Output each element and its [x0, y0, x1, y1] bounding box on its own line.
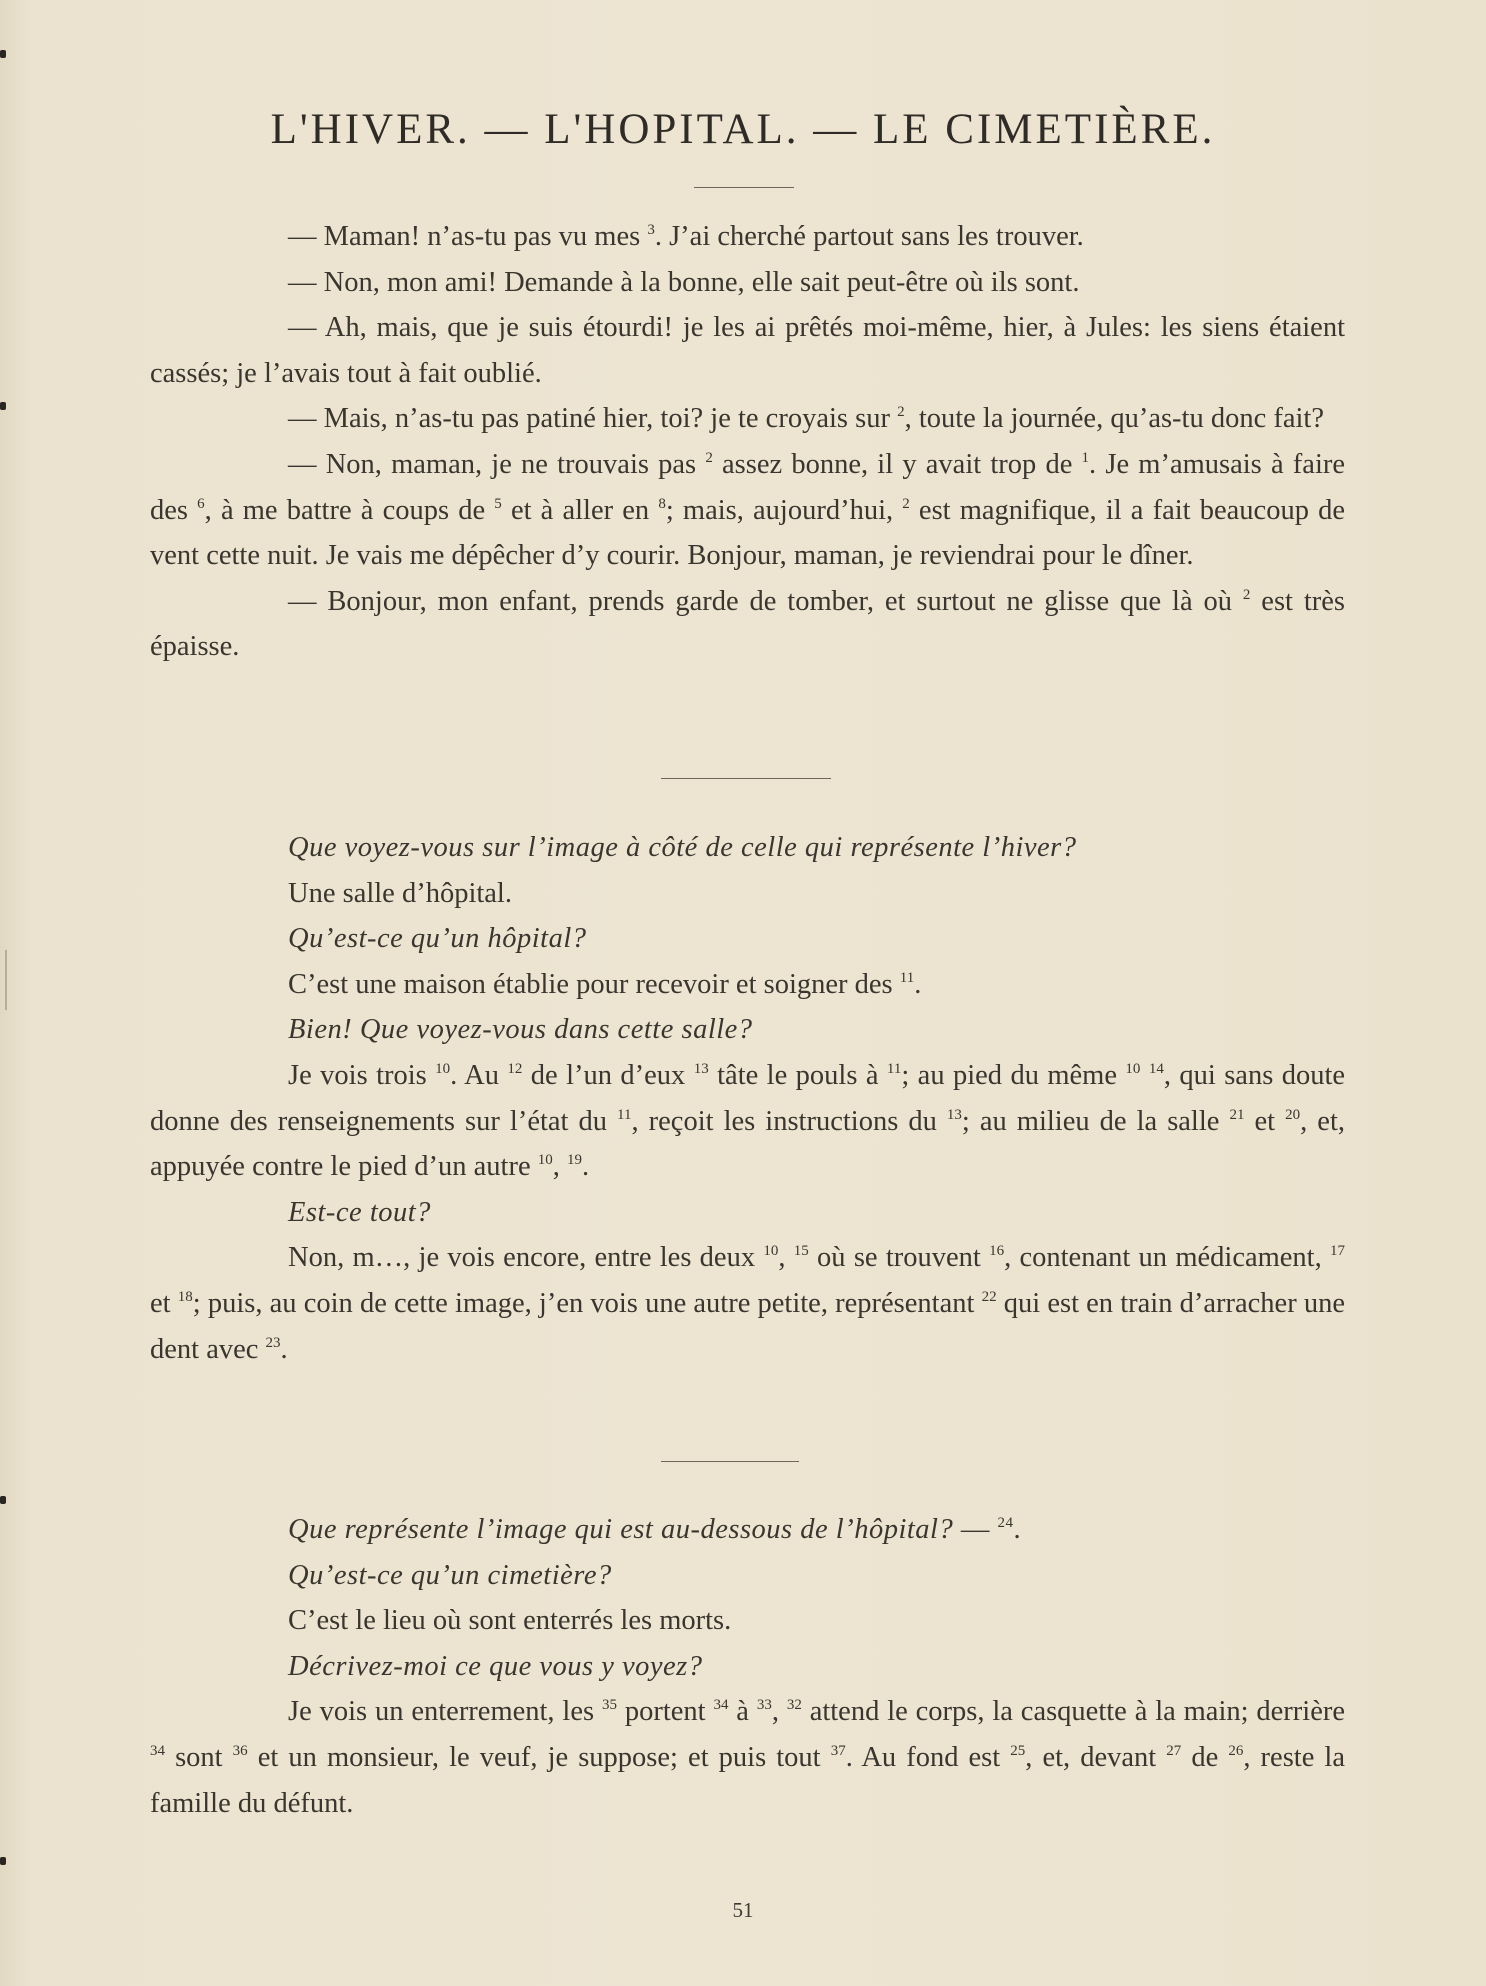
answer: Je vois un enterrement, les $^{35}$ portent $^{34}$ à $^{33}$, $^{32}$ attend le corps, la casquette à la main; derrière $^{34}$ sont $^{36}$ et un monsieur, le veuf, je suppose; et puis tout $^{37}$. Au fond est $^{25}$, et, devant $^{27}$ de $^{26}$, reste la famille du défunt. — [150, 1696, 1346, 1819]
answer: Non, m…, je vois encore, entre les deux $^{10}$, $^{15}$ où se trouvent $^{16}$, contenant un médicament, $^{17}$ et $^{18}$; puis, au coin de cette image, j’en vois une autre petite, représentant $^{22}$ qui est en train d’arracher une dent avec $^{23}$. — [150, 1242, 1346, 1365]
paragraph: — Non, mon ami! Demande à la bonne, elle sait peut-être où ils sont. — [288, 266, 1080, 298]
paragraph: — Ah, mais, que je suis étourdi! je les ai prêtés moi-même, hier, à Jules: les siens étaient cassés; je l’avais tout à fait oublié. — [150, 312, 1345, 389]
edge-line — [5, 950, 7, 1010]
question: Bien! Que voyez-vous dans cette salle? — [288, 1014, 753, 1046]
cemetery-section — [150, 1507, 1345, 1826]
answer: Une salle d’hôpital. — [288, 877, 512, 909]
answer: Je vois trois $^{10}$. Au $^{12}$ de l’un d’eux $^{13}$ tâte le pouls à $^{11}$; au pied du même $^{10}$ $^{14}$, qui sans doute donne des renseignements sur l’état du $^{11}$, reçoit les instructions du $^{13}$; au milieu de la salle $^{21}$ et $^{20}$, et, appuyée contre le pied d’un autre $^{10}$, $^{19}$. — [150, 1059, 1346, 1183]
section-divider — [661, 1461, 799, 1462]
edge-mark — [0, 1857, 6, 1865]
hospital-section — [150, 825, 1345, 1372]
question: Que voyez-vous sur l’image à côté de celle qui représente l’hiver? — [288, 832, 1077, 863]
edge-mark — [0, 1496, 6, 1504]
page-title: L'HIVER. — L'HOPITAL. — LE CIMETIÈRE. — [270, 106, 1216, 153]
dialogue-block — [150, 214, 1345, 670]
edge-mark — [0, 402, 6, 410]
question: Qu’est-ce qu’un hôpital? — [288, 923, 587, 955]
paragraph: — Maman! n’as-tu pas vu mes $^3$. J’ai cherché partout sans les trouver. — [288, 221, 1084, 252]
section-divider — [661, 778, 831, 779]
question: Qu’est-ce qu’un cimetière? — [288, 1559, 612, 1591]
title-divider — [694, 187, 794, 188]
question: Est-ce tout? — [288, 1196, 431, 1228]
paragraph: — Bonjour, mon enfant, prends garde de tomber, et surtout ne glisse que là où $^2$ est très épaisse. — [150, 585, 1345, 663]
paragraph: — Mais, n’as-tu pas patiné hier, toi? je te croyais sur $^2$, toute la journée, qu’as-tu donc fait? — [288, 403, 1324, 435]
paragraph: — Non, maman, je ne trouvais pas $^2$ assez bonne, il y avait trop de $^1$. Je m’amusais à faire des $^6$, à me battre à coups de $^5$ et à aller en $^8$; mais, aujourd’hui, $^2$ est magnifique, il a fait beaucoup de vent cette nuit. Je vais me dépêcher d’y courir. Bonjour, maman, je reviendrai pour le dîner. — [150, 448, 1346, 572]
question: Décrivez-moi ce que vous y voyez? — [288, 1650, 703, 1682]
answer: C’est une maison établie pour recevoir et soigner des $^{11}$. — [288, 968, 922, 1000]
question: Que représente l’image qui est au-dessous de l’hôpital? — $^{24}$. — [288, 1514, 1022, 1545]
answer: C’est le lieu où sont enterrés les morts. — [288, 1605, 732, 1637]
page-number: 51 — [732, 1898, 754, 1922]
edge-mark — [0, 50, 6, 58]
